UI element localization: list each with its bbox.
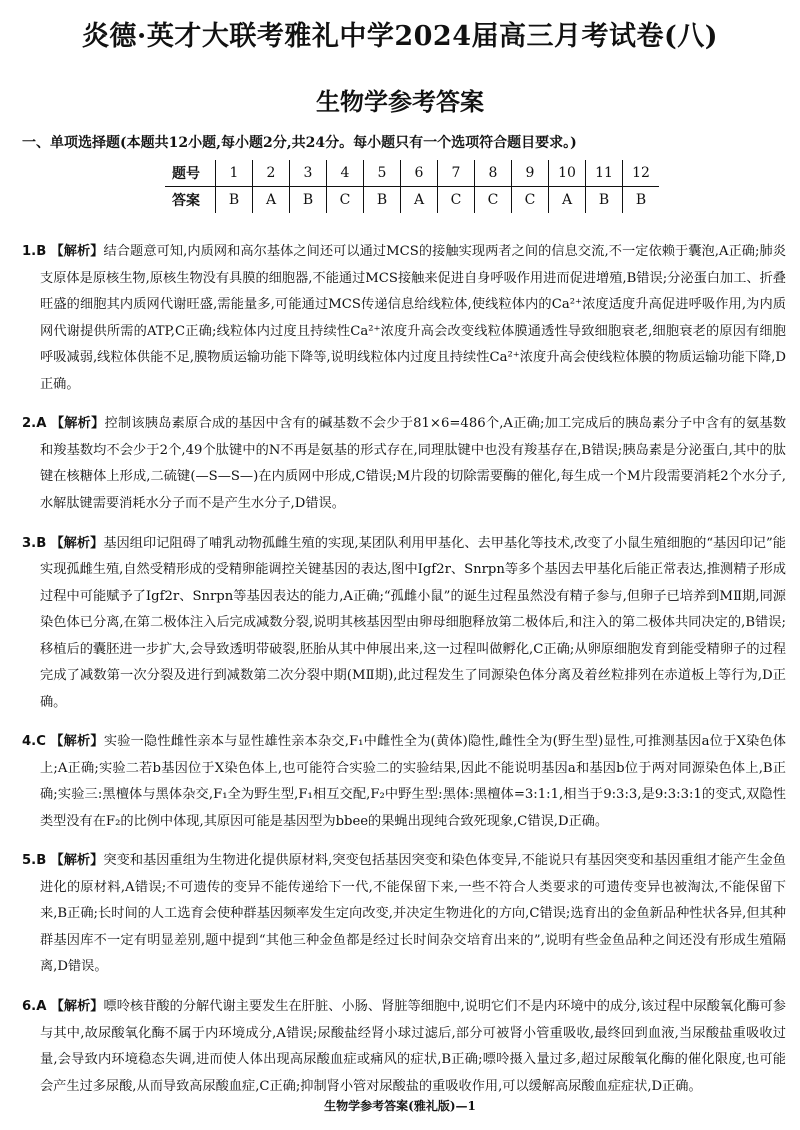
answer-letter: B — [290, 187, 327, 214]
answer-letter: C — [438, 187, 475, 214]
answer-letter: C — [512, 187, 549, 214]
answer-letter: B — [364, 187, 401, 214]
answer-table-answer-row — [165, 187, 659, 214]
explanation-item — [22, 994, 786, 1100]
explanation-item — [22, 239, 786, 398]
number-row-label: 题号 — [165, 160, 216, 187]
explanation-number: 4. — [22, 734, 37, 750]
explanation-tag: 【解析】 — [50, 535, 104, 551]
explanation-answer: B — [36, 535, 47, 551]
question-number: 2 — [253, 160, 290, 187]
explanation-tag: 【解析】 — [50, 244, 104, 260]
section-heading: 一、单项选择题(本题共12小题,每小题2分,共24分。每小题只有一个选项符合题目要求。) — [22, 135, 577, 151]
answer-letter: A — [401, 187, 438, 214]
answer-table — [165, 160, 659, 213]
explanation-answer: C — [36, 734, 46, 750]
explanation-answer: A — [36, 416, 47, 432]
explanation-list — [22, 226, 786, 1104]
page-footer: 生物学参考答案(雅礼版)—1 — [324, 1099, 476, 1113]
question-number: 7 — [438, 160, 475, 187]
explanation-text: 结合题意可知,内质网和高尔基体之间还可以通过MCS的接触实现两者之间的信息交流,不一定依赖于囊泡,A正确;肺炎支原体是原核生物,原核生物没有具膜的细胞器,不能通过MCS接触来促进自身呼吸作用进而促进增殖,B错误;分泌蛋白加工、折叠旺盛的细胞其内质网代谢旺盛,需能量多,可能通过MCS传递信息给线粒体,使线粒体内的Ca²⁺浓度适度升高促进呼吸作用,为内质网代谢提供所需的ATP,C正确;线粒体内过度且持续性Ca²⁺浓度升高会改变线粒体膜通透性导致细胞衰老,细胞衰老的原因有细胞呼吸减弱,线粒体供能不足,膜物质运输功能下降等,说明线粒体内过度且持续性Ca²⁺浓度升高会使线粒体膜的物质运输功能下降,D正确。 — [40, 244, 786, 392]
explanation-text: 突变和基因重组为生物进化提供原材料,突变包括基因突变和染色体变异,不能说只有基因突变和基因重组才能产生金鱼进化的原材料,A错误;不可遗传的变异不能传递给下一代,不能保留下来,一些不符合人类要求的可遗传变异也被淘汰,不能保留下来,B正确;长时间的人工选育会使种群基因频率发生定向改变,并决定生物进化的方向,C错误;选育出的金鱼新品种性状各异,但其种群基因库不一定有明显差别,题中提到“其他三种金鱼都是经过长时间杂交培育出来的”,说明有些金鱼品种之间还没有形成生殖隔离,D错误。 — [40, 853, 786, 975]
answer-letter: A — [549, 187, 586, 214]
explanation-text: 基因组印记阻碍了哺乳动物孤雌生殖的实现,某团队利用甲基化、去甲基化等技术,改变了小鼠生殖细胞的“基因印记”能实现孤雌生殖,自然受精形成的受精卵能调控关键基因的表达,图中Igf2r、Snrpn等多个基因去甲基化后能正常表达,推测精子形成过程中可能赋予了Igf2r、Snrpn等基因表达的能力,A正确;“孤雌小鼠”的诞生过程虽然没有精子参与,但卵子已培养到MⅡ期,同源染色体已分离,在第二极体注入后完成减数分裂,说明其核基因型由卵母细胞释放第二极体后,和注入的第二极体共同决定的,B错误;移植后的囊胚进一步扩大,会导致透明带破裂,胚胎从其中伸展出来,这一过程叫做孵化,C正确;从卵原细胞发育到能受精卵子的过程完成了减数第一次分裂及进行到减数第二次分裂中期(MⅡ期),此过程发生了同源染色体分离及着丝粒排列在赤道板上等行为,D正确。 — [40, 535, 786, 710]
page-subtitle: 生物学参考答案 — [316, 88, 484, 116]
explanation-item — [22, 411, 786, 517]
answer-table-number-row — [165, 160, 659, 187]
question-number: 4 — [327, 160, 364, 187]
explanation-number: 1. — [22, 244, 37, 260]
question-number: 3 — [290, 160, 327, 187]
explanation-number: 6. — [22, 999, 37, 1015]
explanation-number: 5. — [22, 853, 37, 869]
explanation-tag: 【解析】 — [50, 999, 104, 1015]
explanation-answer: A — [36, 999, 47, 1015]
page-title: 炎德·英才大联考雅礼中学2024届高三月考试卷(八) — [81, 21, 719, 52]
question-number: 5 — [364, 160, 401, 187]
explanation-answer: B — [36, 853, 47, 869]
explanation-item — [22, 848, 786, 981]
explanation-text: 嘌呤核苷酸的分解代谢主要发生在肝脏、小肠、肾脏等细胞中,说明它们不是内环境中的成分,该过程中尿酸氧化酶可参与其中,故尿酸氧化酶不属于内环境成分,A错误;尿酸盐经肾小球过滤后,部分可被肾小管重吸收,最终回到血液,当尿酸盐重吸收过量,会导致内环境稳态失调,进而使人体出现高尿酸血症或痛风的症状,B正确;嘌呤摄入量过多,超过尿酸氧化酶的催化限度,也可能会产生过多尿酸,从而导致高尿酸血症,C正确;抑制肾小管对尿酸盐的重吸收作用,可以缓解高尿酸血症症状,D正确。 — [40, 999, 786, 1094]
explanation-text: 实验一隐性雌性亲本与显性雄性亲本杂交,F₁中雌性全为(黄体)隐性,雌性全为(野生型)显性,可推测基因a位于X染色体上;A正确;实验二若b基因位于X染色体上,也可能符合实验二的实验结果,因此不能说明基因a和基因b位于两对同源染色体上,B正确;实验三:黑檀体与黑体杂交,F₁全为野生型,F₁相互交配,F₂中野生型:黑体:黑檀体=3:1:1,相当于9:3:3,是9:3:3:1的变式,双隐性类型没有在F₂的比例中体现,其原因可能是基因型为bbee的果蝇出现纯合致死现象,C错误,D正确。 — [40, 734, 786, 829]
answer-row-label: 答案 — [172, 193, 200, 209]
explanation-tag: 【解析】 — [50, 853, 104, 869]
explanation-tag: 【解析】 — [50, 416, 105, 432]
question-number: 10 — [549, 160, 586, 187]
explanation-item — [22, 531, 786, 717]
explanation-item — [22, 729, 786, 835]
answer-letter: B — [216, 187, 253, 214]
explanation-tag: 【解析】 — [50, 734, 104, 750]
answer-letter: C — [475, 187, 512, 214]
answer-letter: C — [327, 187, 364, 214]
answer-letter: A — [253, 187, 290, 214]
question-number: 9 — [512, 160, 549, 187]
question-number: 11 — [586, 160, 623, 187]
explanation-answer: B — [36, 244, 47, 260]
explanation-text: 控制该胰岛素原合成的基因中含有的碱基数不会少于81×6=486个,A正确;加工完成后的胰岛素分子中含有的氨基数和羧基数均不会少于2个,49个肽键中的N不再是氨基的形式存在,同理肽键中也没有羧基存在,B错误;胰岛素是分泌蛋白,其中的肽键在核糖体上形成,二硫键(—S—S—)在内质网中形成,C错误;M片段的切除需要酶的催化,每生成一个M片段需要消耗2个水分子,水解肽键需要消耗水分子而不是产生水分子,D错误。 — [40, 416, 787, 511]
question-number: 12 — [623, 160, 660, 187]
question-number: 6 — [401, 160, 438, 187]
question-number: 1 — [216, 160, 253, 187]
answer-letter: B — [586, 187, 623, 214]
answer-letter: B — [623, 187, 660, 214]
explanation-number: 3. — [22, 535, 37, 551]
explanation-number: 2. — [22, 416, 37, 432]
question-number: 8 — [475, 160, 512, 187]
